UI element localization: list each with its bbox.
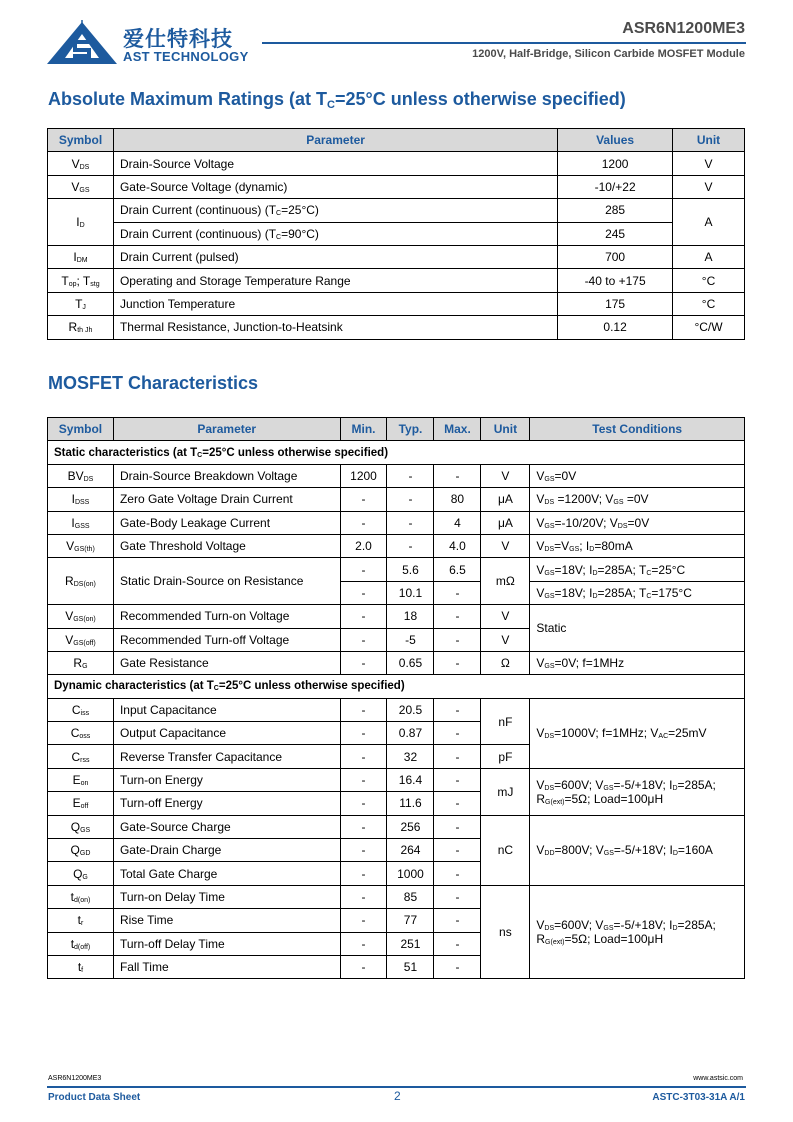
parameter-cell: Drain Current (continuous) $(T_C=25^\circ C)$: [113, 199, 557, 222]
min-cell: -: [340, 745, 387, 768]
table-header-row: [48, 129, 745, 152]
symbol-cell: $E_{on}$: [48, 768, 114, 791]
max-cell: -: [434, 815, 481, 838]
unit-cell: mΩ: [481, 558, 530, 605]
max-cell: -: [434, 745, 481, 768]
parameter-cell: Gate Resistance: [113, 651, 340, 674]
parameter-cell: Reverse Transfer Capacitance: [113, 745, 340, 768]
header-unit: Unit: [481, 418, 530, 441]
parameter-cell: Gate-Body Leakage Current: [113, 511, 340, 534]
header-values: Values: [558, 129, 673, 152]
typ-cell: 51: [387, 955, 434, 978]
symbol-cell: $t_{d(on)}$: [48, 885, 114, 908]
symbol-cell: $T_{op}$; $T_{stg}$: [48, 269, 114, 292]
parameter-cell: Static Drain-Source on Resistance: [113, 558, 340, 605]
typ-cell: 32: [387, 745, 434, 768]
min-cell: -: [340, 511, 387, 534]
parameter-cell: Output Capacitance: [113, 722, 340, 745]
group-title: Dynamic characteristics (at $T_C=25^\circ C$ unless otherwise specified): [48, 675, 745, 698]
min-cell: -: [340, 488, 387, 511]
table-row: [48, 222, 745, 245]
table-row: [48, 534, 745, 557]
min-cell: -: [340, 628, 387, 651]
typ-cell: 1000: [387, 862, 434, 885]
header-test-conditions: Test Conditions: [530, 418, 745, 441]
test-condition-cell: $V_{GS}=18V$; $I_D=285A$; $T_C=25^\circ C$: [530, 558, 745, 581]
typ-cell: -: [387, 511, 434, 534]
symbol-cell: $t_r$: [48, 909, 114, 932]
parameter-cell: Recommended Turn-on Voltage: [113, 605, 340, 628]
header-unit: Unit: [673, 129, 745, 152]
footer-doc-code: ASTC-3T03-31A A/1: [652, 1092, 745, 1103]
symbol-cell: $R_G$: [48, 651, 114, 674]
symbol-cell: $Q_{GS}$: [48, 815, 114, 838]
parameter-cell: Junction Temperature: [113, 292, 557, 315]
test-condition-cell: $V_{DD}=800V$; $V_{GS}=-5/+18V$; $I_D=160A$: [530, 815, 745, 885]
symbol-cell: $V_{DS}$: [48, 152, 114, 175]
max-cell: 4: [434, 511, 481, 534]
max-cell: 4.0: [434, 534, 481, 557]
typ-cell: 16.4: [387, 768, 434, 791]
logo-english-name: AST TECHNOLOGY: [123, 49, 249, 64]
max-cell: -: [434, 932, 481, 955]
symbol-cell: $t_{d(off)}$: [48, 932, 114, 955]
max-cell: 6.5: [434, 558, 481, 581]
symbol-cell: $Q_{GD}$: [48, 839, 114, 862]
max-cell: -: [434, 581, 481, 604]
header-min: Min.: [340, 418, 387, 441]
unit-cell: °C: [673, 269, 745, 292]
symbol-cell: $V_{GS}$: [48, 175, 114, 198]
table-row: [48, 605, 745, 628]
table-row: [48, 175, 745, 198]
max-cell: -: [434, 698, 481, 721]
parameter-cell: Gate Threshold Voltage: [113, 534, 340, 557]
table-row: [48, 651, 745, 674]
max-cell: -: [434, 628, 481, 651]
test-condition-cell: $V_{DS}=600V$; $V_{GS}=-5/+18V$; $I_D=285A$; $R_{G(ext)}=5\Omega$; Load=100μH: [530, 885, 745, 979]
parameter-cell: Gate-Drain Charge: [113, 839, 340, 862]
unit-cell: V: [481, 628, 530, 651]
typ-cell: 264: [387, 839, 434, 862]
parameter-cell: Gate-Source Voltage (dynamic): [113, 175, 557, 198]
max-cell: -: [434, 792, 481, 815]
parameter-cell: Zero Gate Voltage Drain Current: [113, 488, 340, 511]
typ-cell: 11.6: [387, 792, 434, 815]
min-cell: -: [340, 862, 387, 885]
parameter-cell: Input Capacitance: [113, 698, 340, 721]
max-cell: 80: [434, 488, 481, 511]
test-condition-cell: $V_{GS}=0V$: [530, 464, 745, 487]
typ-cell: 251: [387, 932, 434, 955]
symbol-cell: $I_{DSS}$: [48, 488, 114, 511]
test-condition-cell: $V_{DS} =1200V$; $V_{GS} =0V$: [530, 488, 745, 511]
symbol-cell: $V_{GS(th)}$: [48, 534, 114, 557]
amr-title-post: =25°C unless otherwise specified): [334, 89, 626, 109]
max-cell: -: [434, 885, 481, 908]
value-cell: -10/+22: [558, 175, 673, 198]
table-row: [48, 885, 745, 908]
table-row: [48, 316, 745, 339]
parameter-cell: Turn-off Energy: [113, 792, 340, 815]
typ-cell: -: [387, 488, 434, 511]
symbol-cell: $R_{DS(on)}$: [48, 558, 114, 605]
group-title: Static characteristics (at $T_C=25^\circ C$ unless otherwise specified): [48, 441, 745, 464]
typ-cell: -5: [387, 628, 434, 651]
min-cell: -: [340, 885, 387, 908]
table-row: [48, 464, 745, 487]
table-header-row: [48, 418, 745, 441]
parameter-cell: Drain Current (pulsed): [113, 245, 557, 268]
typ-cell: -: [387, 464, 434, 487]
symbol-cell: $E_{off}$: [48, 792, 114, 815]
symbol-cell: $BV_{DS}$: [48, 464, 114, 487]
mosfet-characteristics-table: [47, 417, 745, 979]
parameter-cell: Turn-off Delay Time: [113, 932, 340, 955]
typ-cell: 18: [387, 605, 434, 628]
amr-title-sub: C: [327, 99, 335, 111]
min-cell: -: [340, 605, 387, 628]
symbol-cell: $I_{DM}$: [48, 245, 114, 268]
parameter-cell: Thermal Resistance, Junction-to-Heatsink: [113, 316, 557, 339]
min-cell: -: [340, 955, 387, 978]
min-cell: -: [340, 558, 387, 581]
header-typ: Typ.: [387, 418, 434, 441]
typ-cell: 0.87: [387, 722, 434, 745]
symbol-cell: $V_{GS(off)}$: [48, 628, 114, 651]
document-title: ASR6N1200ME3: [622, 20, 745, 37]
typ-cell: -: [387, 534, 434, 557]
parameter-cell: Drain Current (continuous) $(T_C=90^\circ C)$: [113, 222, 557, 245]
typ-cell: 77: [387, 909, 434, 932]
logo-chinese-name: 爱仕特科技: [123, 27, 233, 51]
parameter-cell: Recommended Turn-off Voltage: [113, 628, 340, 651]
symbol-cell: $T_J$: [48, 292, 114, 315]
mosfet-section-title: MOSFET Characteristics: [48, 373, 259, 393]
header-max: Max.: [434, 418, 481, 441]
unit-cell: nF: [481, 698, 530, 745]
parameter-cell: Fall Time: [113, 955, 340, 978]
unit-cell: V: [481, 534, 530, 557]
min-cell: -: [340, 581, 387, 604]
unit-cell: μA: [481, 511, 530, 534]
parameter-cell: Turn-on Delay Time: [113, 885, 340, 908]
table-row: [48, 768, 745, 791]
typ-cell: 256: [387, 815, 434, 838]
unit-cell: ns: [481, 885, 530, 979]
max-cell: -: [434, 605, 481, 628]
amr-title-pre: Absolute Maximum Ratings (at T: [48, 89, 328, 109]
symbol-cell: $I_{GSS}$: [48, 511, 114, 534]
max-cell: -: [434, 839, 481, 862]
symbol-cell: $Q_G$: [48, 862, 114, 885]
header-divider: [262, 42, 746, 44]
min-cell: -: [340, 839, 387, 862]
min-cell: 2.0: [340, 534, 387, 557]
table-row: [48, 815, 745, 838]
value-cell: 700: [558, 245, 673, 268]
min-cell: -: [340, 909, 387, 932]
symbol-cell: $C_{rss}$: [48, 745, 114, 768]
value-cell: -40 to +175: [558, 269, 673, 292]
header-symbol: Symbol: [48, 129, 114, 152]
typ-cell: 0.65: [387, 651, 434, 674]
table-row: [48, 511, 745, 534]
symbol-cell: $I_D$: [48, 199, 114, 246]
table-row: [48, 488, 745, 511]
max-cell: -: [434, 862, 481, 885]
typ-cell: 10.1: [387, 581, 434, 604]
test-condition-cell: $V_{GS}=18V$; $I_D=285A$; $T_C=175^\circ C$: [530, 581, 745, 604]
value-cell: 1200: [558, 152, 673, 175]
min-cell: -: [340, 698, 387, 721]
parameter-cell: Turn-on Energy: [113, 768, 340, 791]
test-condition-cell: $V_{DS}=600V$; $V_{GS}=-5/+18V$; $I_D=285A$; $R_{G(ext)}=5\Omega$; Load=100μH: [530, 768, 745, 815]
value-cell: 245: [558, 222, 673, 245]
absolute-max-ratings-table: [47, 128, 745, 340]
typ-cell: 85: [387, 885, 434, 908]
unit-cell: Ω: [481, 651, 530, 674]
min-cell: -: [340, 651, 387, 674]
typ-cell: 5.6: [387, 558, 434, 581]
parameter-cell: Total Gate Charge: [113, 862, 340, 885]
company-logo: [47, 20, 257, 64]
table-row: [48, 245, 745, 268]
unit-cell: °C: [673, 292, 745, 315]
max-cell: -: [434, 464, 481, 487]
document-subtitle: 1200V, Half-Bridge, Silicon Carbide MOSFET Module: [472, 48, 745, 60]
unit-cell: °C/W: [673, 316, 745, 339]
footer-website-link[interactable]: www.astsic.com: [693, 1075, 743, 1082]
unit-cell: V: [481, 464, 530, 487]
group-header-row: [48, 675, 745, 698]
parameter-cell: Drain-Source Breakdown Voltage: [113, 464, 340, 487]
symbol-cell: $t_f$: [48, 955, 114, 978]
min-cell: -: [340, 722, 387, 745]
table-row: [48, 698, 745, 721]
value-cell: 285: [558, 199, 673, 222]
test-condition-cell: $V_{DS}=1000V$; f=1MHz; $V_{AC}=25mV$: [530, 698, 745, 768]
table-row: [48, 152, 745, 175]
table-row: [48, 269, 745, 292]
unit-cell: nC: [481, 815, 530, 885]
typ-cell: 20.5: [387, 698, 434, 721]
max-cell: -: [434, 722, 481, 745]
unit-cell: V: [481, 605, 530, 628]
header-parameter: Parameter: [113, 129, 557, 152]
parameter-cell: Operating and Storage Temperature Range: [113, 269, 557, 292]
test-condition-cell: $V_{GS}=0V$; f=1MHz: [530, 651, 745, 674]
table-row: [48, 199, 745, 222]
unit-cell: V: [673, 175, 745, 198]
symbol-cell: $C_{iss}$: [48, 698, 114, 721]
min-cell: -: [340, 815, 387, 838]
min-cell: -: [340, 932, 387, 955]
max-cell: -: [434, 768, 481, 791]
amr-section-title: [48, 89, 626, 111]
group-header-row: [48, 441, 745, 464]
unit-cell: pF: [481, 745, 530, 768]
unit-cell: A: [673, 199, 745, 246]
page-number: 2: [394, 1089, 401, 1103]
header-symbol: Symbol: [48, 418, 114, 441]
footer-doc-type: Product Data Sheet: [48, 1092, 141, 1103]
max-cell: -: [434, 651, 481, 674]
max-cell: -: [434, 909, 481, 932]
value-cell: 175: [558, 292, 673, 315]
min-cell: 1200: [340, 464, 387, 487]
header-parameter: Parameter: [113, 418, 340, 441]
table-row: [48, 292, 745, 315]
unit-cell: V: [673, 152, 745, 175]
test-condition-cell: $V_{DS}=V_{GS}$; $I_D=80mA$: [530, 534, 745, 557]
symbol-cell: $V_{GS(on)}$: [48, 605, 114, 628]
footer-divider: [47, 1086, 746, 1088]
unit-cell: A: [673, 245, 745, 268]
parameter-cell: Gate-Source Charge: [113, 815, 340, 838]
test-condition-cell: $V_{GS}=-10/20V$; $V_{DS}=0V$: [530, 511, 745, 534]
symbol-cell: $R_{th Jh}$: [48, 316, 114, 339]
symbol-cell: $C_{oss}$: [48, 722, 114, 745]
parameter-cell: Rise Time: [113, 909, 340, 932]
ast-logo-icon: [47, 20, 117, 64]
footer-part-number: ASR6N1200ME3: [48, 1075, 102, 1082]
parameter-cell: Drain-Source Voltage: [113, 152, 557, 175]
min-cell: -: [340, 792, 387, 815]
unit-cell: μA: [481, 488, 530, 511]
table-row: [48, 558, 745, 581]
value-cell: 0.12: [558, 316, 673, 339]
max-cell: -: [434, 955, 481, 978]
min-cell: -: [340, 768, 387, 791]
unit-cell: mJ: [481, 768, 530, 815]
test-condition-cell: Static: [530, 605, 745, 652]
